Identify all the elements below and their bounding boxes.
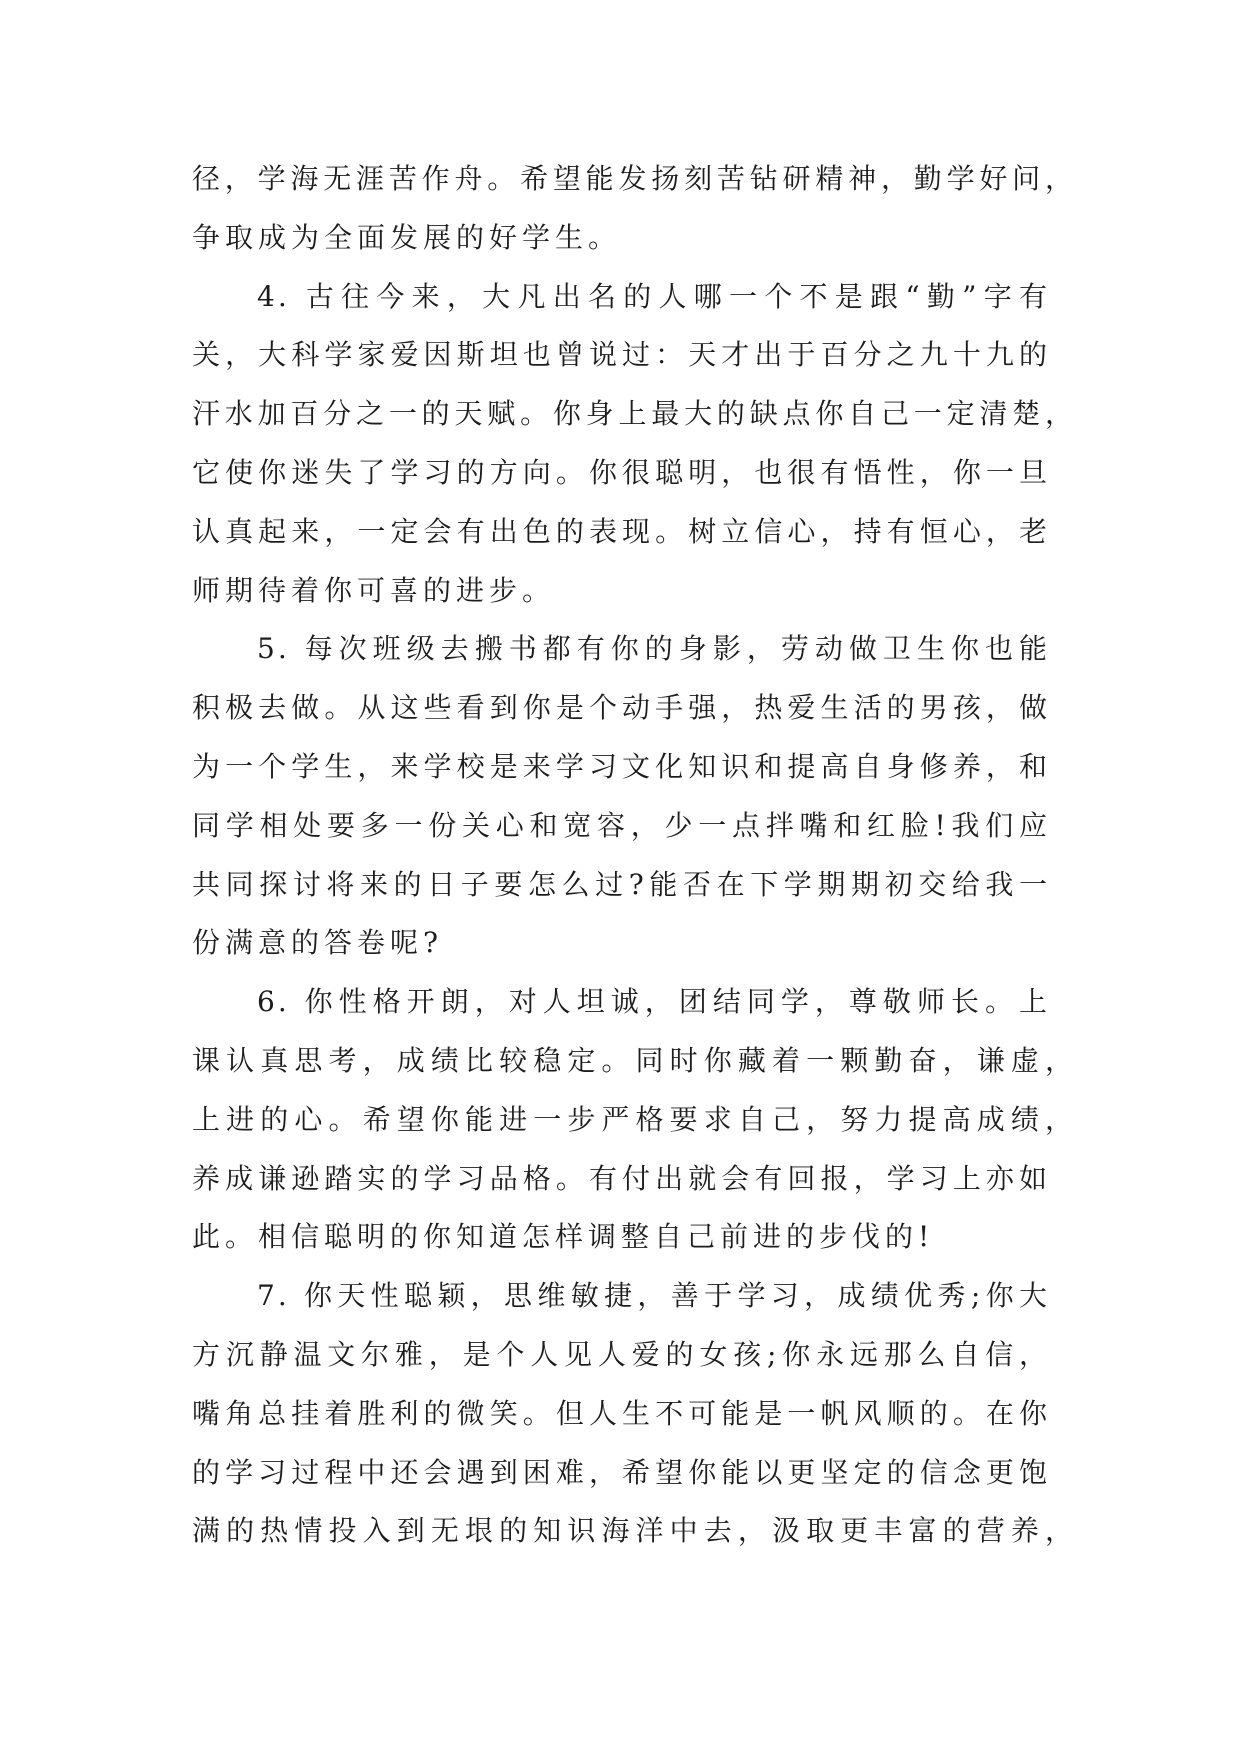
- text-line: 此。相信聪明的你知道怎样调整自己前进的步伐的!: [192, 1220, 935, 1254]
- text-line: 径，学海无涯苦作舟。希望能发扬刻苦钻研精神，勤学好问，: [192, 162, 1076, 195]
- text-line: 方沉静温文尔雅，是个人见人爱的女孩;你永远那么自信，: [192, 1337, 1050, 1371]
- text-line: 满的热情投入到无垠的知识海洋中去，汲取更丰富的营养，: [192, 1514, 1076, 1548]
- comment-item-7: [192, 1267, 1076, 1561]
- comment-item-6: [192, 973, 1076, 1267]
- text-line: 养成谦逊踏实的学习品格。有付出就会有回报，学习上亦如: [192, 1161, 1050, 1195]
- text-line: 汗水加百分之一的天赋。你身上最大的缺点你自己一定清楚，: [192, 397, 1076, 431]
- text-line: 7. 你天性聪颖，思维敏捷，善于学习，成绩优秀;你大: [257, 1279, 1050, 1313]
- text-line: 课认真思考，成绩比较稳定。同时你藏着一颗勤奋，谦虚，: [192, 1043, 1076, 1077]
- text-line: 4. 古往今来，大凡出名的人哪一个不是跟“勤”字有: [257, 279, 1050, 313]
- text-line: 为一个学生，来学校是来学习文化知识和提高自身修养，和: [192, 749, 1050, 783]
- document-body: [192, 150, 1076, 1561]
- text-line: 争取成为全面发展的好学生。: [192, 220, 622, 254]
- paragraph-continuation: [192, 150, 1076, 268]
- text-line: 份满意的答卷呢?: [192, 926, 444, 960]
- text-line: 6. 你性格开朗，对人坦诚，团结同学，尊敬师长。上: [257, 985, 1050, 1019]
- text-line: 5. 每次班级去搬书都有你的身影，劳动做卫生你也能: [257, 632, 1050, 666]
- comment-item-5: [192, 620, 1076, 973]
- text-line: 师期待着你可喜的进步。: [192, 573, 556, 607]
- text-line: 积极去做。从这些看到你是个动手强，热爱生活的男孩，做: [192, 691, 1050, 725]
- comment-item-4: [192, 268, 1076, 621]
- text-line: 共同探讨将来的日子要怎么过?能否在下学期期初交给我一: [192, 867, 1050, 901]
- text-line: 上进的心。希望你能进一步严格要求自己，努力提高成绩，: [192, 1102, 1076, 1136]
- text-line: 认真起来，一定会有出色的表现。树立信心，持有恒心，老: [192, 514, 1050, 548]
- text-line: 同学相处要多一份关心和宽容，少一点拌嘴和红脸!我们应: [192, 808, 1050, 842]
- text-line: 关，大科学家爱因斯坦也曾说过：天才出于百分之九十九的: [192, 338, 1050, 372]
- text-line: 的学习过程中还会遇到困难，希望你能以更坚定的信念更饱: [192, 1455, 1050, 1489]
- text-line: 嘴角总挂着胜利的微笑。但人生不可能是一帆风顺的。在你: [192, 1396, 1050, 1430]
- text-line: 它使你迷失了学习的方向。你很聪明，也很有悟性，你一旦: [192, 455, 1050, 489]
